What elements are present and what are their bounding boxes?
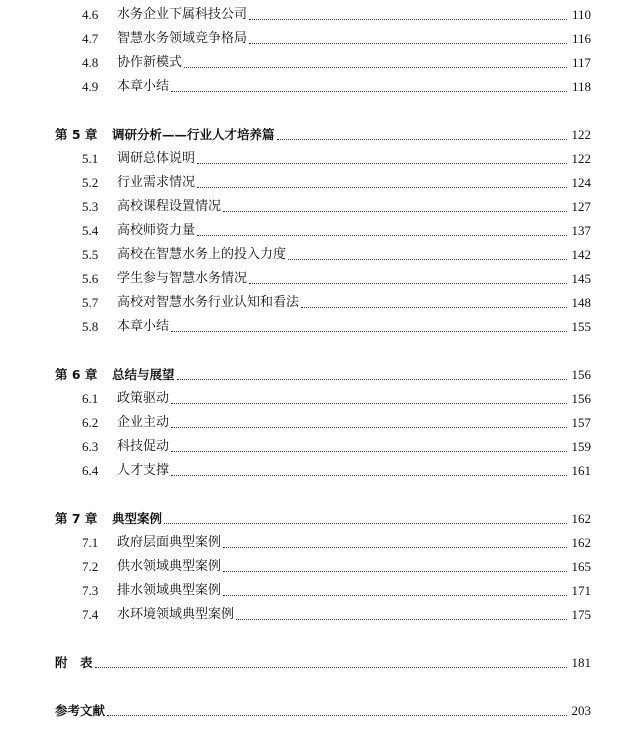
toc-entry-leader xyxy=(117,390,567,408)
toc-entry-page-number: 156 xyxy=(571,367,591,382)
toc-entry-title: 调研分析——行业人才培养篇 xyxy=(112,127,275,142)
toc-entry-leader xyxy=(117,294,567,312)
toc-section-entry[interactable] xyxy=(0,222,643,240)
toc-entry-page-number: 171 xyxy=(571,583,591,598)
toc-entry-number: 第 5 章 xyxy=(55,127,98,142)
toc-entry-page-number: 157 xyxy=(571,415,591,430)
toc-entry-leader xyxy=(117,606,567,624)
dot-leader xyxy=(223,594,567,596)
dot-leader xyxy=(223,570,567,572)
toc-entry-title: 人才支撑 xyxy=(117,463,170,478)
toc-section-entry[interactable] xyxy=(0,246,643,264)
toc-section-entry[interactable] xyxy=(0,294,643,312)
toc-entry-number: 7.3 xyxy=(82,583,99,598)
toc-entry-title: 科技促动 xyxy=(117,439,170,454)
toc-entry-page-number: 161 xyxy=(571,463,591,478)
dot-leader xyxy=(184,66,567,68)
toc-section-entry[interactable] xyxy=(0,606,643,624)
toc-entry-title: 本章小结 xyxy=(117,79,170,94)
toc-entry-page-number: 181 xyxy=(571,655,591,670)
dot-leader xyxy=(197,186,567,188)
toc-entry-leader xyxy=(117,198,567,216)
toc-entry-leader xyxy=(55,654,567,672)
toc-entry-leader xyxy=(55,702,567,720)
toc-section-entry[interactable] xyxy=(0,6,643,24)
toc-entry-page-number: 156 xyxy=(571,391,591,406)
toc-entry-title: 参考文献 xyxy=(55,703,106,718)
dot-leader xyxy=(236,618,567,620)
toc-section-entry[interactable] xyxy=(0,318,643,336)
toc-entry-page-number: 116 xyxy=(571,31,591,46)
toc-entry-leader xyxy=(117,318,567,336)
toc-entry-leader xyxy=(117,6,567,24)
dot-leader xyxy=(249,282,567,284)
toc-entry-page-number: 145 xyxy=(571,271,591,286)
toc-section-entry[interactable] xyxy=(0,558,643,576)
dot-leader xyxy=(288,258,567,260)
toc-entry-leader xyxy=(117,150,567,168)
toc-section-entry[interactable] xyxy=(0,30,643,48)
toc-entry-title: 排水领域典型案例 xyxy=(117,583,222,598)
toc-entry-title: 政策驱动 xyxy=(117,391,170,406)
toc-entry-title: 学生参与智慧水务情况 xyxy=(117,271,248,286)
toc-chapter-entry[interactable] xyxy=(0,126,643,144)
dot-leader xyxy=(249,42,567,44)
dot-leader xyxy=(107,714,567,716)
toc-entry-page-number: 175 xyxy=(571,607,591,622)
toc-entry-title: 高校师资力量 xyxy=(117,223,196,238)
toc-chapter-entry[interactable] xyxy=(0,366,643,384)
toc-entry-page-number: 162 xyxy=(571,535,591,550)
toc-entry-page-number: 122 xyxy=(571,127,591,142)
toc-entry-page-number: 142 xyxy=(571,247,591,262)
toc-entry-number: 4.8 xyxy=(82,55,99,70)
toc-entry-page-number: 110 xyxy=(571,7,591,22)
toc-entry-title: 水务企业下属科技公司 xyxy=(117,7,248,22)
toc-appendix-entry[interactable] xyxy=(0,654,643,672)
toc-entry-page-number: 162 xyxy=(571,511,591,526)
toc-entry-page-number: 122 xyxy=(571,151,591,166)
toc-entry-leader xyxy=(117,30,567,48)
dot-leader xyxy=(223,546,567,548)
toc-entry-title: 行业需求情况 xyxy=(117,175,196,190)
toc-entry-leader xyxy=(117,246,567,264)
toc-entry-number: 7.2 xyxy=(82,559,99,574)
toc-section-entry[interactable] xyxy=(0,582,643,600)
toc-entry-number: 5.3 xyxy=(82,199,99,214)
dot-leader xyxy=(223,210,567,212)
dot-leader xyxy=(301,306,567,308)
toc-entry-leader xyxy=(117,414,567,432)
toc-entry-number: 5.1 xyxy=(82,151,99,166)
toc-entry-number: 6.4 xyxy=(82,463,99,478)
toc-entry-title: 调研总体说明 xyxy=(117,151,196,166)
toc-entry-leader xyxy=(112,366,567,384)
toc-entry-number: 7.4 xyxy=(82,607,99,622)
toc-section-entry[interactable] xyxy=(0,414,643,432)
toc-entry-number: 4.9 xyxy=(82,79,99,94)
toc-chapter-entry[interactable] xyxy=(0,510,643,528)
toc-entry-title: 典型案例 xyxy=(112,511,163,526)
toc-section-entry[interactable] xyxy=(0,438,643,456)
toc-section-entry[interactable] xyxy=(0,54,643,72)
toc-entry-leader xyxy=(117,582,567,600)
dot-leader xyxy=(164,522,567,524)
toc-entry-leader xyxy=(117,78,567,96)
dot-leader xyxy=(95,666,567,668)
toc-entry-page-number: 203 xyxy=(571,703,591,718)
dot-leader xyxy=(171,474,567,476)
toc-entry-page-number: 118 xyxy=(571,79,591,94)
toc-entry-leader xyxy=(117,54,567,72)
toc-entry-title: 总结与展望 xyxy=(112,367,175,382)
toc-section-entry[interactable] xyxy=(0,270,643,288)
toc-entry-leader xyxy=(112,510,567,528)
dot-leader xyxy=(197,162,567,164)
toc-entry-title: 协作新模式 xyxy=(117,55,183,70)
toc-entry-title: 企业主动 xyxy=(117,415,170,430)
dot-leader xyxy=(171,402,567,404)
toc-entry-leader xyxy=(117,462,567,480)
toc-entry-page-number: 127 xyxy=(571,199,591,214)
dot-leader xyxy=(171,330,567,332)
toc-section-entry[interactable] xyxy=(0,198,643,216)
toc-section-entry[interactable] xyxy=(0,174,643,192)
toc-entry-page-number: 137 xyxy=(571,223,591,238)
toc-entry-number: 5.2 xyxy=(82,175,99,190)
toc-entry-number: 7.1 xyxy=(82,535,99,550)
toc-entry-number: 4.7 xyxy=(82,31,99,46)
toc-entry-number: 第 6 章 xyxy=(55,367,98,382)
toc-entry-leader xyxy=(117,558,567,576)
toc-section-entry[interactable] xyxy=(0,150,643,168)
toc-entry-page-number: 155 xyxy=(571,319,591,334)
dot-leader xyxy=(171,450,567,452)
toc-entry-number: 5.6 xyxy=(82,271,99,286)
toc-entry-title: 本章小结 xyxy=(117,319,170,334)
toc-entry-leader xyxy=(117,438,567,456)
toc-entry-number: 第 7 章 xyxy=(55,511,98,526)
dot-leader xyxy=(249,18,567,20)
toc-entry-leader xyxy=(117,222,567,240)
toc-appendix-entry[interactable] xyxy=(0,702,643,720)
toc-section-entry[interactable] xyxy=(0,534,643,552)
dot-leader xyxy=(171,426,567,428)
toc-entry-number: 5.8 xyxy=(82,319,99,334)
toc-entry-title: 高校课程设置情况 xyxy=(117,199,222,214)
toc-entry-leader xyxy=(112,126,567,144)
dot-leader xyxy=(277,138,567,140)
toc-section-entry[interactable] xyxy=(0,78,643,96)
toc-entry-number: 5.4 xyxy=(82,223,99,238)
toc-entry-title: 智慧水务领域竞争格局 xyxy=(117,31,248,46)
dot-leader xyxy=(177,378,567,380)
toc-entry-page-number: 165 xyxy=(571,559,591,574)
toc-entry-number: 6.1 xyxy=(82,391,99,406)
toc-entry-number: 6.2 xyxy=(82,415,99,430)
toc-entry-page-number: 117 xyxy=(571,55,591,70)
toc-entry-page-number: 124 xyxy=(571,175,591,190)
toc-entry-title: 政府层面典型案例 xyxy=(117,535,222,550)
dot-leader xyxy=(171,90,567,92)
toc-section-entry[interactable] xyxy=(0,462,643,480)
toc-entry-page-number: 159 xyxy=(571,439,591,454)
toc-entry-title: 高校在智慧水务上的投入力度 xyxy=(117,247,287,262)
toc-entry-title: 附 表 xyxy=(55,655,93,670)
toc-entry-leader xyxy=(117,270,567,288)
toc-entry-number: 6.3 xyxy=(82,439,99,454)
toc-entry-leader xyxy=(117,534,567,552)
toc-entry-number: 5.7 xyxy=(82,295,99,310)
toc-entry-number: 4.6 xyxy=(82,7,99,22)
toc-entry-title: 供水领域典型案例 xyxy=(117,559,222,574)
toc-entry-number: 5.5 xyxy=(82,247,99,262)
dot-leader xyxy=(197,234,567,236)
toc-entry-title: 水环境领域典型案例 xyxy=(117,607,235,622)
toc-entry-page-number: 148 xyxy=(571,295,591,310)
toc-entry-title: 高校对智慧水务行业认知和看法 xyxy=(117,295,300,310)
toc-section-entry[interactable] xyxy=(0,390,643,408)
toc-entry-leader xyxy=(117,174,567,192)
